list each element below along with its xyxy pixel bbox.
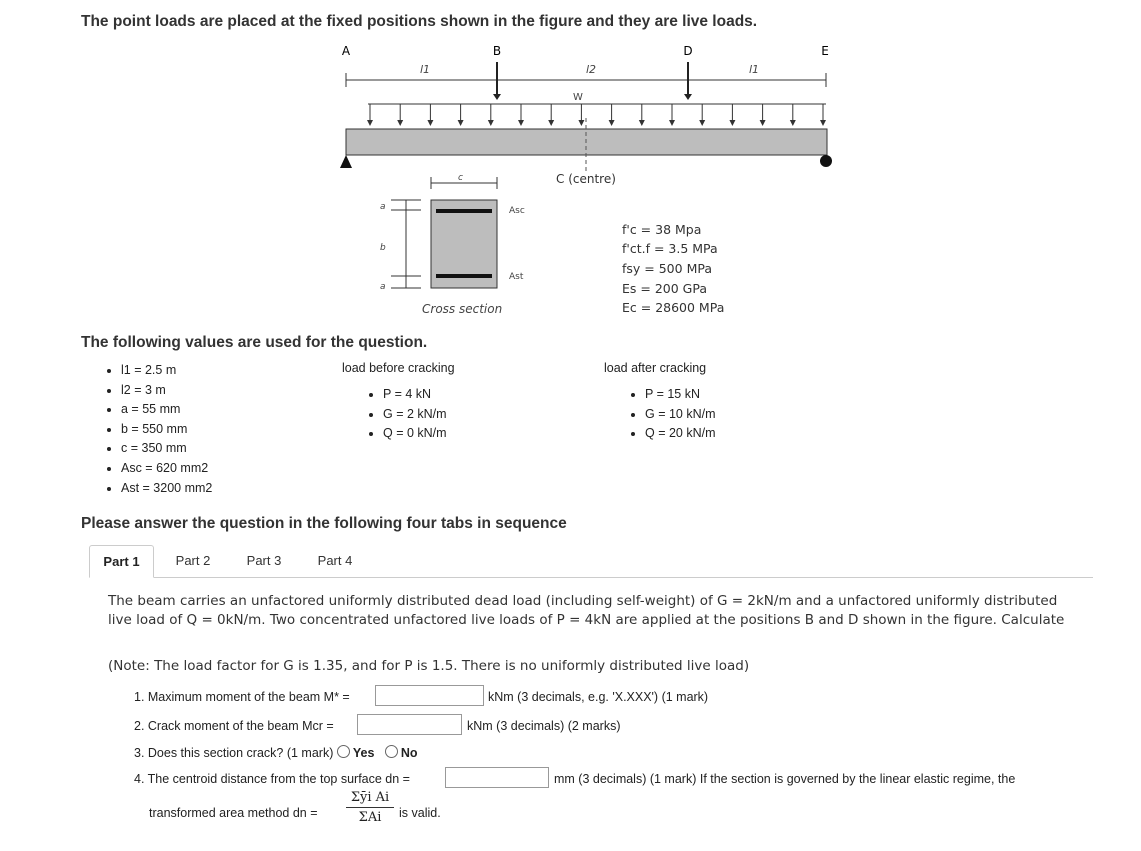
label-asc: Asc — [509, 206, 525, 216]
prop-fc: f'c = 38 Mpa — [622, 222, 702, 237]
label-b: B — [492, 44, 502, 58]
udl-arrow-head — [427, 120, 433, 126]
part1-note: (Note: The load factor for G is 1.35, and for P is 1.5. There is no uniformly distributed live load) — [108, 658, 750, 674]
point-labels — [342, 44, 829, 58]
value-l1: • l1 = 2.5 m — [121, 361, 212, 381]
udl-arrow-head — [548, 120, 554, 126]
label-d: D — [683, 44, 693, 58]
prop-ec: Ec = 28600 MPa — [622, 300, 725, 315]
question-2-units: kNm (3 decimals) (2 marks) — [467, 719, 621, 733]
udl-arrow-head — [367, 120, 373, 126]
after-g: • G = 10 kN/m — [645, 405, 716, 425]
value-asc: • Asc = 620 mm2 — [121, 459, 212, 479]
before-p: • P = 4 kN — [383, 385, 447, 405]
prop-fctf: f'ct.f = 3.5 MPa — [622, 241, 718, 256]
part1-paragraph: The beam carries an unfactored uniformly distributed dead load (including self-weight) of G = 2kN/m and a unfactored uniformly distributed live load of Q = 0kN/m. Two concentrated unfactored live loads of P = 4kN are applied at the positions B and D shown in the figure. Calculate — [108, 593, 1065, 628]
udl-arrow-head — [699, 120, 705, 126]
label-a-bottom: a — [380, 282, 386, 292]
material-properties — [622, 222, 724, 315]
question-4-label: 4. The centroid distance from the top surface dn = — [134, 772, 410, 786]
udl-arrow-head — [760, 120, 766, 126]
label-c-centre: C (centre) — [556, 172, 616, 186]
label-b-depth: b — [380, 243, 386, 253]
after-cracking-list — [605, 385, 716, 444]
formula-numerator: Σȳi Ai — [346, 790, 394, 808]
udl-arrow-head — [397, 120, 403, 126]
cross-section — [380, 173, 525, 316]
udl-arrow-head — [639, 120, 645, 126]
values-heading: The following values are used for the question. — [81, 334, 428, 351]
label-e: E — [821, 44, 829, 58]
label-a-top: a — [380, 202, 386, 212]
tab-bar — [89, 545, 1093, 578]
label-l1-left: l1 — [420, 63, 431, 76]
value-b: • b = 550 mm — [121, 420, 212, 440]
udl-arrow-head — [729, 120, 735, 126]
udl-arrow-head — [790, 120, 796, 126]
value-a: • a = 55 mm — [121, 400, 212, 420]
roller-support — [820, 155, 832, 167]
cross-section-caption: Cross section — [422, 302, 503, 316]
radio-no[interactable] — [385, 745, 398, 758]
value-c: • c = 350 mm — [121, 439, 212, 459]
radio-yes[interactable] — [337, 745, 350, 758]
tab-part-4[interactable]: Part 4 — [317, 553, 353, 568]
udl-arrow-head — [820, 120, 826, 126]
udl-arrows — [367, 104, 826, 126]
values-list — [81, 361, 212, 498]
label-l2: l2 — [586, 63, 597, 76]
value-l2: • l2 = 3 m — [121, 381, 212, 401]
tab-part-3[interactable]: Part 3 — [246, 553, 282, 568]
before-cracking-title: load before cracking — [342, 361, 455, 375]
label-l1-right: l1 — [749, 63, 760, 76]
label-w: W — [573, 92, 583, 103]
tab-part-1[interactable]: Part 1 — [89, 545, 154, 578]
tab-part-2[interactable]: Part 2 — [175, 553, 211, 568]
after-q: • Q = 20 kN/m — [645, 424, 716, 444]
question-2-label: 2. Crack moment of the beam Mcr = — [134, 719, 334, 733]
tabs-heading: Please answer the question in the following four tabs in sequence — [81, 515, 567, 532]
before-q: • Q = 0 kN/m — [383, 424, 447, 444]
crack-moment-input[interactable] — [357, 714, 462, 735]
udl-arrow-head — [609, 120, 615, 126]
label-ast: Ast — [509, 272, 524, 282]
max-moment-input[interactable] — [375, 685, 484, 706]
formula-prefix: transformed area method dn = — [149, 806, 318, 820]
centroid-distance-input[interactable] — [445, 767, 549, 788]
formula-suffix: is valid. — [399, 806, 441, 820]
prop-fsy: fsy = 500 MPa — [622, 261, 712, 276]
bottom-bar — [436, 274, 492, 278]
value-ast: • Ast = 3200 mm2 — [121, 479, 212, 499]
after-p: • P = 15 kN — [645, 385, 716, 405]
udl-arrow-head — [578, 120, 584, 126]
question-3-label — [134, 745, 418, 760]
question-4-units: mm (3 decimals) (1 mark) If the section is governed by the linear elastic regime, the — [554, 772, 1016, 786]
pin-support — [340, 155, 352, 168]
udl-arrow-head — [669, 120, 675, 126]
udl-arrow-head — [518, 120, 524, 126]
label-c: c — [458, 173, 463, 183]
radio-no-label[interactable]: No — [400, 746, 418, 760]
intro-heading: The point loads are placed at the fixed positions shown in the figure and they are live loads. — [81, 13, 758, 30]
after-cracking-title: load after cracking — [604, 361, 707, 375]
udl-arrow-head — [458, 120, 464, 126]
label-a: A — [341, 44, 351, 58]
question-3-text: 3. Does this section crack? (1 mark) — [134, 746, 334, 760]
before-g: • G = 2 kN/m — [383, 405, 447, 425]
formula-denominator: ΣAi — [358, 810, 382, 825]
prop-es: Es = 200 GPa — [622, 281, 707, 296]
before-cracking-list — [343, 385, 447, 444]
formula-fraction — [346, 790, 394, 825]
question-1-units: kNm (3 decimals, e.g. 'X.XXX') (1 mark) — [488, 690, 709, 704]
question-1-label: 1. Maximum moment of the beam M* = — [134, 690, 350, 704]
udl-arrow-head — [488, 120, 494, 126]
top-bar — [436, 209, 492, 213]
beam-figure — [0, 0, 1141, 330]
radio-yes-label[interactable]: Yes — [352, 746, 375, 760]
